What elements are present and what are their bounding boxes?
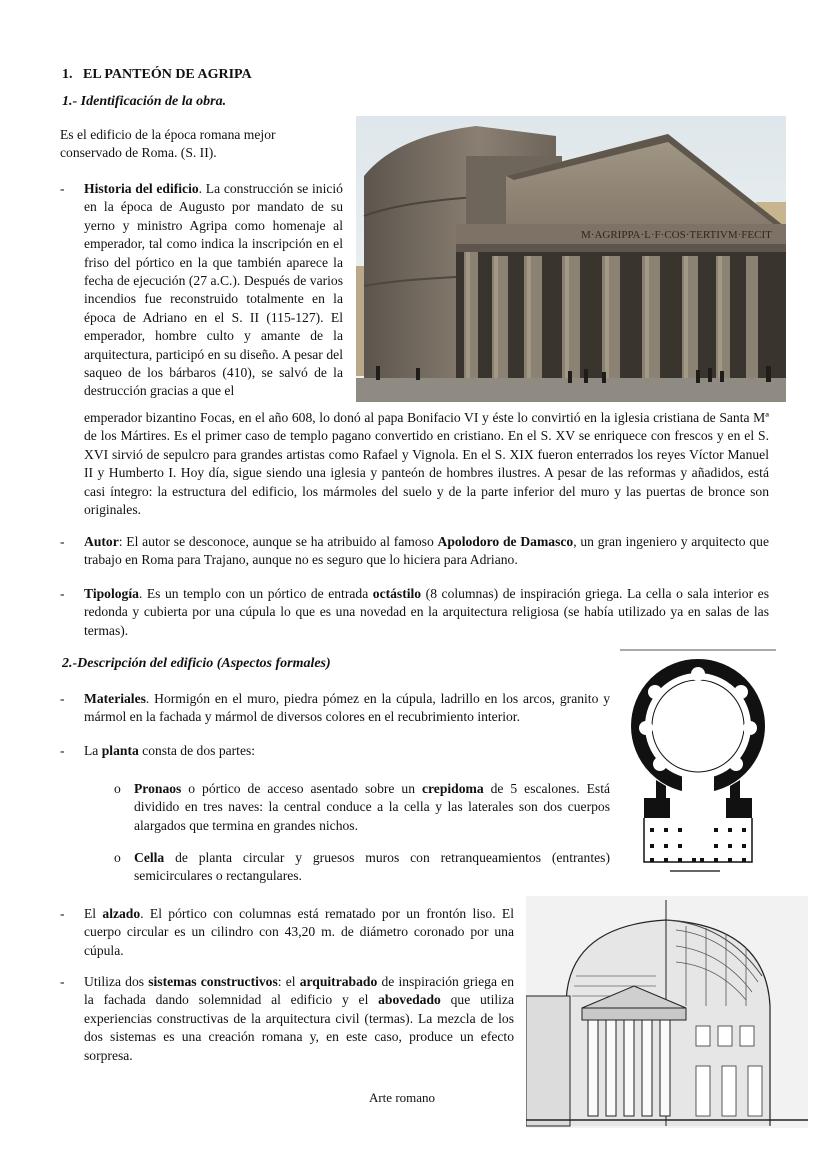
section-descripcion-heading: 2.-Descripción del edificio (Aspectos formales) [62, 656, 331, 671]
pantheon-photo [356, 116, 786, 402]
cella-paragraph: Cella de planta circular y gruesos muros con retranqueamientos (entrantes) semicirculares o rectangulares. [134, 850, 610, 884]
historia-label: Historia del edificio [84, 181, 199, 196]
historia-paragraph-continued: emperador bizantino Focas, en el año 608, lo donó al papa Bonifacio VI y éste lo convirtió en la iglesia cristiana de Santa Mª de los Mártires. Es el primer caso de templo pagano convertido en cristiano. En el S. XV se enriquece con frescos y en el S. XVI sirvió de sepulcro para grandes artistas como Rafael y Vignola. En el S. XIX fueron enterrados los reyes Víctor Manuel II y Humberto I. Hoy día, sigue siendo una iglesia y panteón de hombres ilustres. A pesar de las reformas y añadidos, está casi íntegro: la estructura del edificio, los mármoles del suelo y de la parte inferior del muro y las puertas de bronce son originales. [84, 410, 769, 518]
bullet-planta: - [60, 743, 65, 758]
bullet-cella: o [114, 850, 121, 865]
bullet-materiales: - [60, 691, 65, 706]
alzado-paragraph: El alzado. El pórtico con columnas está rematado por un frontón liso. El cuerpo circular es un cilindro con 43,20 m. de diámetro coronado por una cúpula. [84, 906, 514, 958]
page-footer: Arte romano [368, 1090, 436, 1105]
tipologia-paragraph: Tipología. Es un templo con un pórtico de entrada octástilo (8 columnas) de inspiración griega. La cella o sala interior es redonda y cubierta por una cúpula lo que es una novedad en la arquitectura religiosa (se había utilizado ya en salas de las termas). [84, 586, 769, 638]
bullet-tipologia: - [60, 586, 65, 601]
section-identificacion-heading: 1.- Identificación de la obra. [62, 94, 227, 109]
pantheon-floor-plan [620, 648, 776, 876]
document-title: 1. EL PANTEÓN DE AGRIPA [62, 67, 252, 82]
sistemas-paragraph: Utiliza dos sistemas constructivos: el arquitrabado de inspiración griega en la fachada dando solemnidad al edificio y el abovedado que utiliza experiencias constructivas de la arquitectura civil (termas). La mezcla de los dos sistemas es una creación romana y, en este caso, produce un efecto sorpresa. [84, 974, 514, 1063]
bullet-pronaos: o [114, 781, 121, 796]
planta-paragraph: La planta consta de dos partes: [84, 743, 256, 758]
materiales-paragraph: Materiales. Hormigón en el muro, piedra pómez en la cúpula, ladrillo en los arcos, granito y mármol en la fachada y mármol de diversos colores en el recubrimiento interior. [84, 691, 610, 725]
autor-paragraph: Autor: El autor se desconoce, aunque se ha atribuido al famoso Apolodoro de Damasco, un gran ingeniero y arquitecto que trabajo en Roma para Trajano, aunque no es seguro que lo hiciera para Adriano. [84, 534, 769, 568]
bullet-alzado: - [60, 906, 65, 921]
historia-paragraph: Historia del edificio. La construcción se inició en la época de Augusto por mandato de su yerno y ministro Agripa como homenaje al emperador, tal como indica la inscripción en el friso del pórtico en la que también aparece la fecha de ejecución (27 a.C.). Después de varios incendios fue reconstruido totalmente en la época de Adriano en el S. II (115-127). El emperador, hombre culto y amante de la arquitectura, participó en su diseño. A pesar del saqueo de los bárbaros (410), se salvó de la destrucción gracias a que el [84, 181, 343, 399]
pronaos-paragraph: Pronaos o pórtico de acceso asentado sobre un crepidoma de 5 escalones. Está dividido en tres naves: la central conduce a la cella y las laterales son dos cuerpos alargados que termina en grandes nichos. [134, 781, 611, 833]
bullet-sistemas: - [60, 974, 65, 989]
intro-paragraph: Es el edificio de la época romana mejor conservado de Roma. (S. II). [60, 127, 276, 161]
bullet-autor: - [60, 534, 65, 549]
frieze-inscription: M·AGRIPPA·L·F·COS·TERTIVM·FECIT [581, 229, 772, 241]
bullet-historia: - [60, 181, 65, 196]
